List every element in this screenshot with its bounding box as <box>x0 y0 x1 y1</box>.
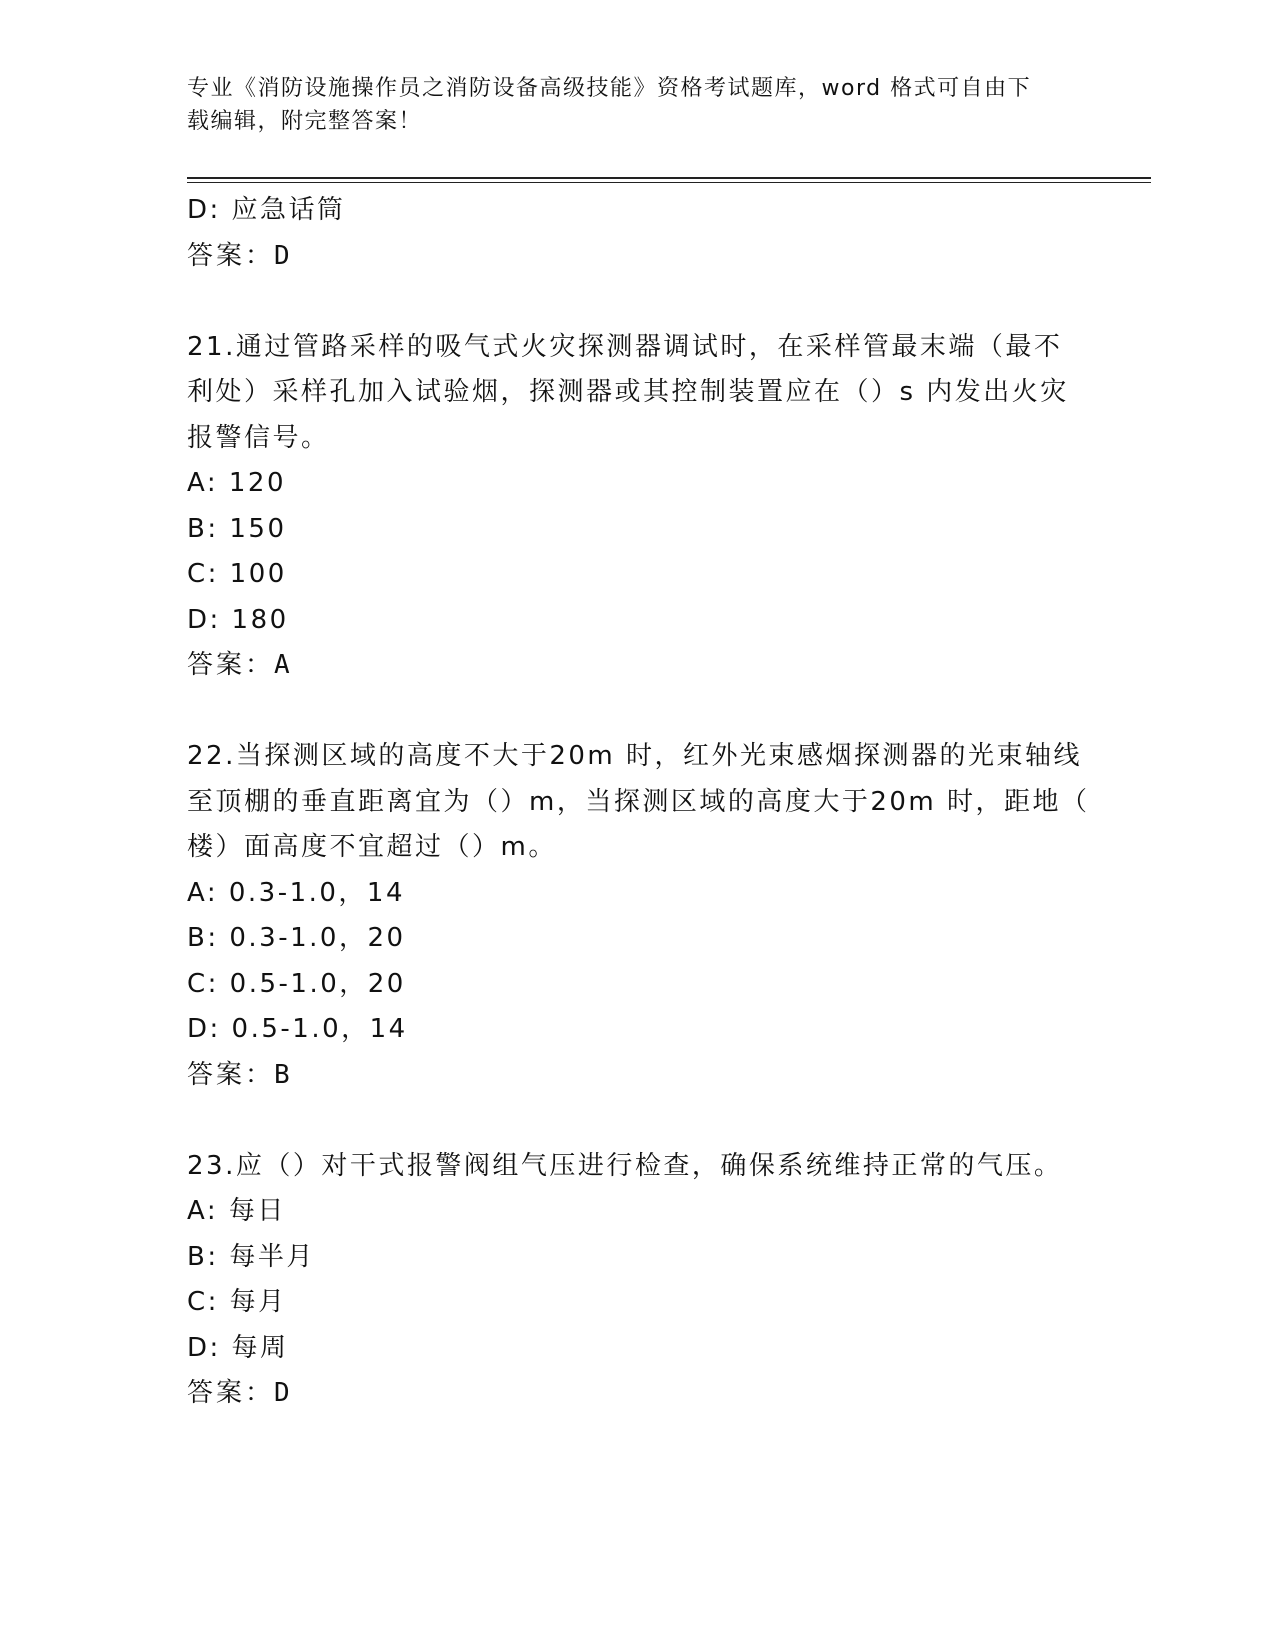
spacer <box>187 279 1087 325</box>
option-b: B: 每半月 <box>187 1241 315 1272</box>
question-text-line: 楼）面高度不宜超过（）m。 <box>187 832 557 862</box>
option-d: D: 每周 <box>187 1332 289 1363</box>
question-text-line: 利处）采样孔加入试验烟，探测器或其控制装置应在（）s 内发出火灾 <box>187 377 1069 407</box>
option-d: D: 0.5-1.0，14 <box>187 1014 408 1044</box>
question-22 <box>187 734 1090 1098</box>
answer <box>187 1053 1087 1099</box>
option-a: A: 0.3-1.0，14 <box>187 877 406 908</box>
prev-option-d: D: 应急话筒 <box>187 195 346 225</box>
question-text-line: 至顶棚的垂直距离宜为（）m，当探测区域的高度大于20m 时，距地（ <box>187 786 1090 817</box>
question-23 <box>187 1144 1087 1417</box>
option-b: B: 0.3-1.0，20 <box>187 923 406 953</box>
answer-label: 答案： <box>187 240 275 271</box>
question-list <box>187 188 1090 1417</box>
option-c: C: 100 <box>187 559 287 589</box>
option-a: A: 120 <box>187 468 286 498</box>
header-line-1: 专业《消防设施操作员之消防设备高级技能》资格考试题库，word 格式可自由下 <box>187 76 1032 101</box>
document-header <box>187 72 1067 138</box>
answer-value: D <box>274 1378 291 1408</box>
question-21 <box>187 325 1087 689</box>
option-b: B: 150 <box>187 513 287 544</box>
answer <box>187 643 1087 689</box>
answer-label: 答案： <box>187 1378 275 1408</box>
header-line-2: 载编辑，附完整答案！ <box>187 109 423 134</box>
option-c: C: 每月 <box>187 1287 287 1317</box>
question-text-line: 22.当探测区域的高度不大于20m 时，红外光束感烟探测器的光束轴线 <box>187 741 1083 771</box>
spacer <box>187 689 1087 735</box>
answer <box>187 1371 1087 1417</box>
header-divider-thin <box>187 182 1151 183</box>
question-text-line: 23.应（）对干式报警阀组气压进行检查，确保系统维持正常的气压。 <box>187 1150 1063 1181</box>
question-text-line: 报警信号。 <box>187 422 330 453</box>
answer-value: A <box>274 650 291 680</box>
answer-value: D <box>274 240 291 271</box>
answer-label: 答案： <box>187 1059 275 1090</box>
option-d: D: 180 <box>187 604 289 635</box>
question-text-line: 21.通过管路采样的吸气式火灾探测器调试时，在采样管最末端（最不 <box>187 331 1063 362</box>
prev-answer <box>187 234 1087 280</box>
header-divider-thick <box>187 177 1151 179</box>
answer-label: 答案： <box>187 650 275 680</box>
option-c: C: 0.5-1.0，20 <box>187 968 406 999</box>
option-a: A: 每日 <box>187 1196 286 1226</box>
answer-value: B <box>274 1059 291 1090</box>
spacer <box>187 1098 1087 1144</box>
